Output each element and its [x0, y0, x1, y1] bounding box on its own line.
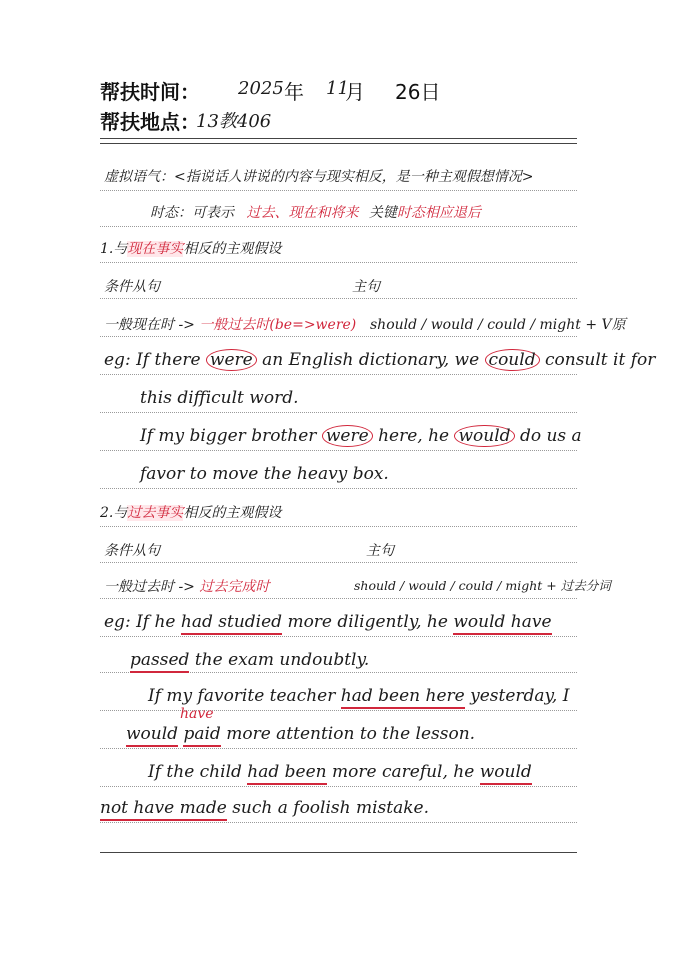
- tense-red-2: 时态相应退后: [396, 205, 481, 221]
- section1-title-suffix: 相反的主观假设: [183, 241, 282, 257]
- help-place-value: 13教406: [196, 111, 272, 132]
- ruled-line: [100, 636, 577, 637]
- s1-ex1-c: consult it for: [544, 350, 656, 370]
- ruled-line: [100, 336, 577, 337]
- s2-rule-main: should / would / could / might + 过去分词: [354, 578, 611, 593]
- tense-text-1: 可表示: [192, 205, 234, 221]
- s2-ex1-line2-verb: passed: [130, 650, 189, 673]
- ruled-line: [100, 748, 577, 749]
- s1-example1-line2: this difficult word.: [140, 388, 299, 408]
- ruled-line: [100, 298, 577, 299]
- s1-ex1-b: an English dictionary, we: [262, 350, 480, 370]
- ruled-line: [100, 450, 577, 451]
- section2-title-suffix: 相反的主观假设: [183, 505, 282, 521]
- year-unit: 年: [284, 80, 304, 104]
- s2-rule-a: 一般过去时 ->: [104, 579, 195, 595]
- s2-rule-red: 过去完成时: [199, 579, 270, 595]
- s1-ex2-verb: were: [322, 425, 373, 447]
- tense-label: 时态：: [150, 205, 192, 221]
- s2-example3-line2: [100, 798, 429, 818]
- s2-ex2-verb: had been here: [341, 686, 465, 709]
- section1-title: [100, 238, 281, 258]
- s2-ex1-verb: had studied: [181, 612, 282, 635]
- s1-ex2-c: do us a: [519, 426, 582, 446]
- ruled-line: [100, 374, 577, 375]
- ruled-line: [100, 822, 577, 823]
- s2-example1-line2: [130, 650, 369, 670]
- header-divider-top: [100, 138, 577, 139]
- s1-col-main: 主句: [352, 279, 380, 295]
- s2-ex2-insert: have: [180, 706, 214, 722]
- ruled-line: [100, 226, 577, 227]
- ruled-line: [100, 710, 577, 711]
- s2-col-main: 主句: [366, 543, 394, 559]
- year-value: 2025: [238, 78, 284, 99]
- s2-ex3-modal: would: [480, 762, 532, 785]
- month-unit: 月: [345, 80, 365, 104]
- s1-rule-red: 一般过去时(be=>were): [199, 317, 357, 333]
- s2-ex3-verb: had been: [247, 762, 326, 785]
- s2-col-conditional: 条件从句: [104, 543, 160, 559]
- tense-red-1: 过去、现在和将来: [246, 205, 359, 221]
- month-value: 11: [326, 78, 349, 99]
- ruled-line: [100, 562, 577, 563]
- s2-ex2-verb2: paid: [183, 724, 220, 747]
- s2-ex2-modal: would: [126, 724, 178, 747]
- s2-ex3-line2-modal: not have made: [100, 798, 227, 821]
- s2-ex1-a: eg: If he: [104, 612, 176, 632]
- s2-ex2-a: If my favorite teacher: [148, 686, 336, 706]
- tense-text-2: 关键: [368, 205, 397, 221]
- s1-example1-line1: [104, 350, 655, 370]
- section2-title: [100, 502, 281, 522]
- section2-title-prefix: 2.与: [100, 505, 128, 521]
- section1-title-prefix: 1.与: [100, 241, 128, 257]
- ruled-line: [100, 598, 577, 599]
- s1-ex2-b: here, he: [378, 426, 450, 446]
- s2-example1-line1: [104, 612, 552, 632]
- s2-ex3-a: If the child: [148, 762, 242, 782]
- help-time-label: 帮扶时间：: [100, 80, 200, 104]
- section1-title-red: 现在事实: [127, 241, 184, 257]
- day-value: 26日: [395, 80, 441, 104]
- ruled-line: [100, 786, 577, 787]
- ruled-line: [100, 488, 577, 489]
- ruled-line: [100, 526, 577, 527]
- s1-ex2-modal: would: [454, 425, 514, 447]
- s1-rule-main: should / would / could / might + V原: [370, 317, 626, 333]
- s1-example2-line2: favor to move the heavy box.: [140, 464, 389, 484]
- ruled-line: [100, 412, 577, 413]
- help-place-label: 帮扶地点：: [100, 110, 200, 134]
- tense-line: [150, 202, 481, 222]
- s2-ex3-line2-rest: such a foolish mistake.: [232, 798, 429, 818]
- s1-ex2-a: If my bigger brother: [140, 426, 317, 446]
- s1-ex1-a: eg: If there: [104, 350, 201, 370]
- s1-example2-line1: [140, 426, 582, 446]
- s2-example2-line2: [126, 724, 475, 744]
- s2-rule-conditional: [104, 576, 269, 596]
- s1-rule-a: 一般现在时 ->: [104, 317, 195, 333]
- s2-example2-line1: [148, 686, 569, 706]
- s2-ex1-line2-rest: the exam undoubtly.: [194, 650, 370, 670]
- s1-rule-conditional: [104, 314, 356, 334]
- ruled-line: [100, 262, 577, 263]
- s2-ex1-modal: would have: [453, 612, 551, 635]
- notes-title: 虚拟语气：<指说话人讲说的内容与现实相反，是一种主观假想情况>: [104, 169, 534, 185]
- s1-ex1-modal: could: [485, 349, 540, 371]
- ruled-line: [100, 190, 577, 191]
- s1-col-conditional: 条件从句: [104, 279, 160, 295]
- s1-ex1-verb: were: [206, 349, 257, 371]
- section2-title-red: 过去事实: [127, 505, 184, 521]
- s2-example3-line1: [148, 762, 532, 782]
- header-divider-bottom: [100, 143, 577, 144]
- s2-ex2-b: yesterday, I: [470, 686, 570, 706]
- s2-ex3-b: more careful, he: [332, 762, 475, 782]
- s2-ex2-c: more attention to the lesson.: [226, 724, 476, 744]
- s2-ex1-b: more diligently, he: [287, 612, 448, 632]
- bottom-divider: [100, 852, 577, 853]
